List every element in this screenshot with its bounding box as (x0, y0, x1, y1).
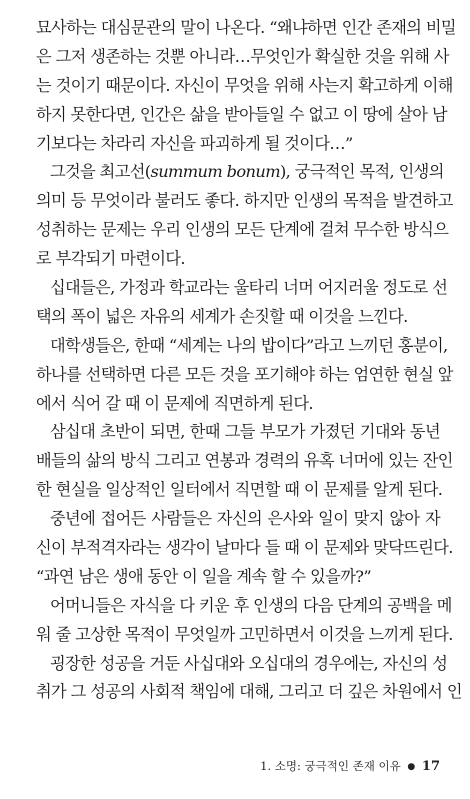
text-line: 신이 부적격자라는 생각이 날마다 들 때 이 문제와 맞닥뜨린다. (36, 538, 453, 558)
text-line: 취가 그 성공의 사회적 책임에 대해, 그리고 더 깊은 차원에서 인 (36, 682, 462, 702)
text-line: 어머니들은 자식을 다 키운 후 인생의 다음 단계의 공백을 메 (50, 595, 452, 615)
paragraph-7 (36, 592, 453, 650)
page-body (36, 14, 462, 707)
text-line: 하나를 선택하면 다른 모든 것을 포기해야 하는 엄연한 현실 앞 (36, 364, 453, 384)
paragraph-3 (36, 274, 448, 332)
text-line: 는 것이기 때문이다. 자신이 무엇을 위해 사는지 확고하게 이해 (36, 75, 453, 95)
text-line: 워 줄 고상한 목적이 무엇일까 고민하면서 이것을 느끼게 된다. (36, 624, 453, 644)
text-line: 십대들은, 가정과 학교라는 울타리 너머 어지러울 정도로 선 (50, 278, 448, 298)
page-number: 17 (421, 759, 440, 774)
text-line: 삼십대 초반이 되면, 한때 그들 부모가 가졌던 기대와 동년 (50, 422, 440, 442)
text-line: 의미 등 무엇이라 불러도 좋다. 하지만 인생의 목적을 발견하고 (36, 191, 453, 211)
text-fragment: ), 궁극적인 목적, 인생의 (279, 162, 444, 182)
bullet-separator: ● (407, 762, 416, 772)
paragraph-8 (36, 650, 462, 708)
text-line: 택의 폭이 넓은 자유의 세계가 손짓할 때 이것을 느낀다. (36, 306, 408, 326)
paragraph-1 (36, 14, 456, 158)
paragraph-2 (36, 158, 453, 274)
text-line: 굉장한 성공을 거둔 사십대와 오십대의 경우에는, 자신의 성 (50, 653, 448, 673)
text-line: “과연 남은 생애 동안 이 일을 계속 할 수 있을까?” (36, 566, 372, 586)
paragraph-4 (36, 332, 453, 419)
text-line: 성취하는 문제는 우리 인생의 모든 단계에 걸쳐 무수한 방식으 (36, 220, 449, 240)
text-line: 묘사하는 대심문관의 말이 나온다. “왜냐하면 인간 존재의 비밀 (36, 18, 456, 37)
text-line: 대학생들은, 한때 “세계는 나의 밥이다”라고 느끼던 홍분이, (50, 335, 448, 355)
text-line: 은 그저 생존하는 것뿐 아니라…무엇인가 확실한 것을 위해 사 (36, 46, 449, 66)
paragraph-5 (36, 418, 453, 505)
text-fragment: 그것을 최고선( (50, 162, 151, 182)
text-line: 기보다는 차라리 자신을 파괴하게 될 것이다…” (36, 133, 353, 153)
text-line: 중년에 접어든 사람들은 자신의 은사와 일이 맞지 않아 자 (50, 509, 440, 529)
text-line: 하지 못한다면, 인간은 삶을 받아들일 수 없고 이 땅에 살아 남 (36, 104, 447, 124)
latin-term: summum bonum (150, 162, 280, 182)
paragraph-6 (36, 505, 453, 592)
page-footer (36, 758, 440, 774)
running-chapter-title: 1. 소명: 궁극적인 존재 이유 (260, 759, 401, 773)
text-line: 로 부각되기 마련이다. (36, 249, 185, 269)
text-line (36, 158, 444, 187)
text-line: 에서 식어 갈 때 이 문제에 직면하게 된다. (36, 393, 313, 413)
text-line: 한 현실을 일상적인 일터에서 직면할 때 이 문제를 알게 된다. (36, 480, 443, 500)
text-line: 배들의 삶의 방식 그리고 연봉과 경력의 유혹 너머에 있는 잔인 (36, 451, 453, 471)
